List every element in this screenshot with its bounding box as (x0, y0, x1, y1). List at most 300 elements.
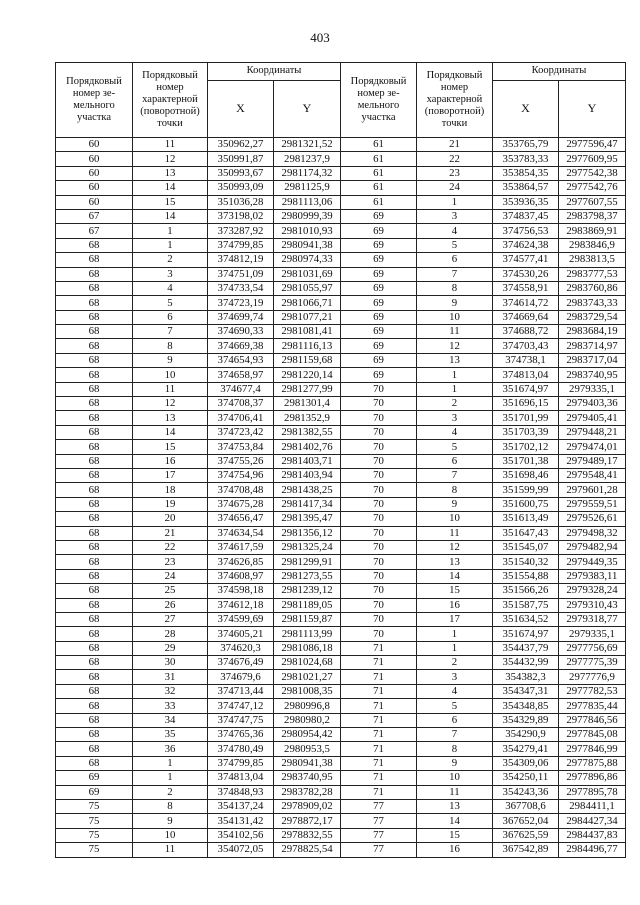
cell-parcel-left: 68 (56, 569, 133, 583)
cell-x-left: 374675,28 (208, 497, 274, 511)
cell-y-right: 2979601,28 (559, 483, 626, 497)
cell-point-right: 10 (417, 771, 493, 785)
cell-x-left: 374656,47 (208, 512, 274, 526)
cell-x-left: 373198,02 (208, 209, 274, 223)
cell-point-left: 25 (133, 584, 208, 598)
cell-parcel-left: 68 (56, 584, 133, 598)
cell-parcel-left: 68 (56, 267, 133, 281)
cell-point-left: 4 (133, 281, 208, 295)
cell-y-right: 2979559,51 (559, 497, 626, 511)
cell-point-right: 3 (417, 670, 493, 684)
cell-parcel-left: 75 (56, 843, 133, 857)
table-row (56, 699, 626, 713)
cell-x-right: 374558,91 (493, 281, 559, 295)
table-row (56, 425, 626, 439)
cell-parcel-left: 68 (56, 425, 133, 439)
cell-y-right: 2979403,36 (559, 397, 626, 411)
cell-x-right: 351600,75 (493, 497, 559, 511)
cell-x-right: 367708,6 (493, 799, 559, 813)
cell-parcel-left: 68 (56, 756, 133, 770)
table-row (56, 368, 626, 382)
cell-y-right: 2983813,5 (559, 253, 626, 267)
cell-point-left: 32 (133, 684, 208, 698)
cell-point-left: 14 (133, 425, 208, 439)
cell-parcel-right: 61 (341, 195, 417, 209)
table-row (56, 281, 626, 295)
cell-y-left: 2981008,35 (274, 684, 341, 698)
cell-parcel-left: 68 (56, 310, 133, 324)
cell-parcel-right: 70 (341, 584, 417, 598)
cell-y-left: 2981352,9 (274, 411, 341, 425)
cell-y-left: 2981356,12 (274, 526, 341, 540)
cell-parcel-right: 61 (341, 181, 417, 195)
cell-x-left: 374612,18 (208, 598, 274, 612)
cell-parcel-left: 60 (56, 138, 133, 152)
cell-parcel-right: 70 (341, 483, 417, 497)
cell-point-right: 7 (417, 468, 493, 482)
cell-parcel-right: 70 (341, 540, 417, 554)
cell-parcel-right: 69 (341, 325, 417, 339)
cell-y-left: 2981382,55 (274, 425, 341, 439)
cell-x-left: 350991,87 (208, 152, 274, 166)
cell-point-right: 12 (417, 540, 493, 554)
table-row (56, 454, 626, 468)
table-row (56, 843, 626, 857)
cell-parcel-right: 69 (341, 267, 417, 281)
cell-y-right: 2977875,88 (559, 756, 626, 770)
cell-x-left: 374723,42 (208, 425, 274, 439)
cell-parcel-right: 77 (341, 828, 417, 842)
cell-parcel-left: 68 (56, 742, 133, 756)
cell-point-right: 7 (417, 728, 493, 742)
table-row (56, 713, 626, 727)
cell-y-left: 2981395,47 (274, 512, 341, 526)
cell-parcel-left: 69 (56, 771, 133, 785)
cell-point-left: 5 (133, 296, 208, 310)
cell-parcel-right: 70 (341, 569, 417, 583)
cell-y-right: 2977596,47 (559, 138, 626, 152)
cell-y-right: 2983684,19 (559, 325, 626, 339)
cell-y-right: 2979310,43 (559, 598, 626, 612)
cell-point-right: 8 (417, 483, 493, 497)
table-row (56, 756, 626, 770)
cell-x-left: 373287,92 (208, 224, 274, 238)
cell-parcel-right: 70 (341, 440, 417, 454)
table-row (56, 584, 626, 598)
cell-parcel-left: 68 (56, 540, 133, 554)
cell-parcel-right: 77 (341, 843, 417, 857)
cell-x-left: 374812,19 (208, 253, 274, 267)
cell-y-left: 2978909,02 (274, 799, 341, 813)
table-row (56, 166, 626, 180)
cell-y-right: 2983743,33 (559, 296, 626, 310)
cell-point-left: 10 (133, 828, 208, 842)
cell-point-left: 11 (133, 382, 208, 396)
cell-x-right: 374703,43 (493, 339, 559, 353)
cell-parcel-left: 60 (56, 195, 133, 209)
cell-x-right: 351703,39 (493, 425, 559, 439)
table-row (56, 253, 626, 267)
cell-point-left: 1 (133, 756, 208, 770)
table-row (56, 440, 626, 454)
cell-point-left: 11 (133, 843, 208, 857)
cell-point-left: 20 (133, 512, 208, 526)
cell-point-right: 17 (417, 612, 493, 626)
table-row (56, 569, 626, 583)
cell-parcel-right: 61 (341, 138, 417, 152)
table-row (56, 742, 626, 756)
table-row (56, 728, 626, 742)
cell-x-right: 351647,43 (493, 526, 559, 540)
cell-x-right: 353864,57 (493, 181, 559, 195)
header-coordinates-left: Координаты (208, 63, 341, 81)
cell-y-right: 2983777,53 (559, 267, 626, 281)
cell-parcel-right: 71 (341, 742, 417, 756)
table-row (56, 598, 626, 612)
cell-x-left: 374754,96 (208, 468, 274, 482)
cell-point-left: 1 (133, 771, 208, 785)
cell-x-right: 351613,49 (493, 512, 559, 526)
cell-parcel-left: 68 (56, 713, 133, 727)
cell-point-right: 1 (417, 195, 493, 209)
cell-x-left: 374747,75 (208, 713, 274, 727)
cell-x-left: 374765,36 (208, 728, 274, 742)
cell-parcel-right: 71 (341, 684, 417, 698)
cell-parcel-right: 71 (341, 771, 417, 785)
cell-x-left: 374599,69 (208, 612, 274, 626)
table-body (56, 138, 626, 858)
cell-x-right: 354243,36 (493, 785, 559, 799)
cell-point-right: 5 (417, 440, 493, 454)
table-row (56, 382, 626, 396)
cell-parcel-right: 61 (341, 166, 417, 180)
cell-x-right: 351698,46 (493, 468, 559, 482)
table-row (56, 267, 626, 281)
cell-x-right: 351566,26 (493, 584, 559, 598)
table-row (56, 814, 626, 828)
cell-parcel-right: 71 (341, 670, 417, 684)
cell-parcel-right: 71 (341, 756, 417, 770)
cell-y-right: 2983846,9 (559, 238, 626, 252)
cell-point-right: 14 (417, 814, 493, 828)
cell-y-left: 2981159,87 (274, 612, 341, 626)
cell-parcel-right: 70 (341, 382, 417, 396)
cell-x-left: 354131,42 (208, 814, 274, 828)
cell-y-left: 2981174,32 (274, 166, 341, 180)
cell-point-right: 21 (417, 138, 493, 152)
cell-y-left: 2981125,9 (274, 181, 341, 195)
cell-point-left: 12 (133, 397, 208, 411)
cell-y-left: 2980980,2 (274, 713, 341, 727)
cell-x-left: 374813,04 (208, 771, 274, 785)
cell-point-right: 1 (417, 382, 493, 396)
cell-point-left: 19 (133, 497, 208, 511)
cell-y-right: 2977542,76 (559, 181, 626, 195)
cell-point-left: 7 (133, 325, 208, 339)
cell-x-left: 374608,97 (208, 569, 274, 583)
cell-y-left: 2981116,13 (274, 339, 341, 353)
cell-y-left: 2983740,95 (274, 771, 341, 785)
cell-y-left: 2981113,06 (274, 195, 341, 209)
cell-point-left: 24 (133, 569, 208, 583)
cell-point-left: 3 (133, 267, 208, 281)
cell-parcel-left: 68 (56, 497, 133, 511)
cell-point-right: 5 (417, 238, 493, 252)
cell-y-left: 2981239,12 (274, 584, 341, 598)
cell-point-left: 26 (133, 598, 208, 612)
cell-x-left: 374848,93 (208, 785, 274, 799)
cell-x-left: 350993,67 (208, 166, 274, 180)
cell-x-right: 353854,35 (493, 166, 559, 180)
cell-point-right: 11 (417, 325, 493, 339)
table-row (56, 411, 626, 425)
cell-point-right: 9 (417, 497, 493, 511)
cell-x-right: 374688,72 (493, 325, 559, 339)
cell-point-right: 6 (417, 713, 493, 727)
cell-y-left: 2981021,27 (274, 670, 341, 684)
cell-point-left: 8 (133, 339, 208, 353)
cell-parcel-left: 68 (56, 382, 133, 396)
table-row (56, 512, 626, 526)
cell-x-left: 374634,54 (208, 526, 274, 540)
cell-point-right: 14 (417, 569, 493, 583)
cell-parcel-right: 69 (341, 238, 417, 252)
cell-x-left: 374747,12 (208, 699, 274, 713)
cell-parcel-right: 71 (341, 656, 417, 670)
cell-point-left: 14 (133, 209, 208, 223)
cell-y-right: 2979489,17 (559, 454, 626, 468)
cell-x-left: 374669,38 (208, 339, 274, 353)
header-point-number-left: Порядковый номер характерной (поворотной) точки (133, 63, 208, 138)
cell-x-right: 374813,04 (493, 368, 559, 382)
table-row (56, 138, 626, 152)
cell-x-left: 374620,3 (208, 641, 274, 655)
cell-point-right: 9 (417, 756, 493, 770)
cell-point-right: 8 (417, 742, 493, 756)
table-row (56, 497, 626, 511)
cell-x-right: 374756,53 (493, 224, 559, 238)
cell-point-left: 12 (133, 152, 208, 166)
cell-point-right: 9 (417, 296, 493, 310)
cell-y-right: 2984496,77 (559, 843, 626, 857)
cell-x-right: 354347,31 (493, 684, 559, 698)
cell-parcel-right: 77 (341, 799, 417, 813)
cell-point-right: 15 (417, 584, 493, 598)
cell-x-left: 374799,85 (208, 756, 274, 770)
cell-x-right: 354382,3 (493, 670, 559, 684)
cell-parcel-right: 61 (341, 152, 417, 166)
cell-point-right: 11 (417, 785, 493, 799)
header-point-number-right: Порядковый номер характерной (поворотной) точки (417, 63, 493, 138)
header-parcel-number-right: Порядковый номер зе-мельного участка (341, 63, 417, 138)
cell-y-right: 2983760,86 (559, 281, 626, 295)
cell-y-left: 2980999,39 (274, 209, 341, 223)
table-row (56, 325, 626, 339)
cell-parcel-left: 68 (56, 684, 133, 698)
cell-point-right: 10 (417, 512, 493, 526)
cell-x-right: 351674,97 (493, 627, 559, 641)
cell-y-right: 2977775,39 (559, 656, 626, 670)
cell-parcel-right: 70 (341, 425, 417, 439)
cell-x-right: 353936,35 (493, 195, 559, 209)
cell-parcel-left: 68 (56, 526, 133, 540)
cell-point-left: 27 (133, 612, 208, 626)
cell-x-left: 374677,4 (208, 382, 274, 396)
cell-parcel-left: 68 (56, 440, 133, 454)
cell-parcel-left: 68 (56, 641, 133, 655)
cell-y-left: 2981237,9 (274, 152, 341, 166)
cell-point-left: 29 (133, 641, 208, 655)
cell-point-left: 21 (133, 526, 208, 540)
cell-point-right: 1 (417, 368, 493, 382)
cell-parcel-left: 68 (56, 397, 133, 411)
table-row (56, 468, 626, 482)
cell-point-left: 1 (133, 224, 208, 238)
cell-y-left: 2981325,24 (274, 540, 341, 554)
table-row (56, 684, 626, 698)
cell-point-left: 14 (133, 181, 208, 195)
table-row (56, 339, 626, 353)
cell-x-left: 354137,24 (208, 799, 274, 813)
cell-point-left: 30 (133, 656, 208, 670)
cell-point-right: 13 (417, 799, 493, 813)
cell-y-left: 2981403,94 (274, 468, 341, 482)
cell-parcel-right: 69 (341, 224, 417, 238)
cell-point-right: 13 (417, 555, 493, 569)
cell-x-right: 353765,79 (493, 138, 559, 152)
cell-y-left: 2981086,18 (274, 641, 341, 655)
cell-x-left: 374780,49 (208, 742, 274, 756)
cell-y-left: 2981081,41 (274, 325, 341, 339)
table-row (56, 670, 626, 684)
cell-point-left: 36 (133, 742, 208, 756)
cell-y-right: 2977542,38 (559, 166, 626, 180)
cell-y-left: 2981159,68 (274, 353, 341, 367)
cell-x-left: 374708,37 (208, 397, 274, 411)
cell-y-right: 2983869,91 (559, 224, 626, 238)
cell-y-right: 2979498,32 (559, 526, 626, 540)
cell-x-left: 374723,19 (208, 296, 274, 310)
table-row (56, 785, 626, 799)
cell-parcel-left: 68 (56, 728, 133, 742)
table-row (56, 627, 626, 641)
cell-parcel-right: 69 (341, 281, 417, 295)
cell-parcel-left: 75 (56, 828, 133, 842)
cell-point-right: 3 (417, 411, 493, 425)
cell-y-right: 2979318,77 (559, 612, 626, 626)
cell-parcel-left: 68 (56, 325, 133, 339)
cell-x-left: 351036,28 (208, 195, 274, 209)
cell-parcel-left: 68 (56, 368, 133, 382)
cell-x-right: 374614,72 (493, 296, 559, 310)
cell-x-right: 367652,04 (493, 814, 559, 828)
cell-parcel-right: 70 (341, 411, 417, 425)
table-row (56, 209, 626, 223)
cell-parcel-left: 68 (56, 468, 133, 482)
cell-x-right: 374669,64 (493, 310, 559, 324)
cell-y-right: 2979474,01 (559, 440, 626, 454)
header-x-left: X (208, 81, 274, 138)
cell-point-right: 1 (417, 627, 493, 641)
cell-x-right: 374837,45 (493, 209, 559, 223)
cell-parcel-left: 67 (56, 224, 133, 238)
coordinates-table (55, 62, 626, 858)
cell-y-right: 2979449,35 (559, 555, 626, 569)
header-parcel-number-left: Порядковый номер зе-мельного участка (56, 63, 133, 138)
table-row (56, 238, 626, 252)
cell-point-right: 2 (417, 656, 493, 670)
cell-x-right: 351587,75 (493, 598, 559, 612)
cell-point-left: 18 (133, 483, 208, 497)
table-row (56, 296, 626, 310)
cell-parcel-left: 69 (56, 785, 133, 799)
cell-y-right: 2983740,95 (559, 368, 626, 382)
cell-x-right: 354437,79 (493, 641, 559, 655)
cell-y-right: 2977846,56 (559, 713, 626, 727)
cell-point-left: 15 (133, 195, 208, 209)
cell-y-left: 2981077,21 (274, 310, 341, 324)
cell-y-left: 2981321,52 (274, 138, 341, 152)
cell-y-left: 2981055,97 (274, 281, 341, 295)
cell-y-right: 2983717,04 (559, 353, 626, 367)
header-y-left: Y (274, 81, 341, 138)
cell-point-right: 16 (417, 843, 493, 857)
table-row (56, 152, 626, 166)
cell-y-left: 2978832,55 (274, 828, 341, 842)
table-row (56, 799, 626, 813)
cell-x-left: 354102,56 (208, 828, 274, 842)
cell-parcel-left: 75 (56, 814, 133, 828)
cell-x-left: 374706,41 (208, 411, 274, 425)
cell-point-left: 31 (133, 670, 208, 684)
cell-point-left: 34 (133, 713, 208, 727)
cell-x-left: 374713,44 (208, 684, 274, 698)
cell-parcel-left: 60 (56, 181, 133, 195)
cell-x-left: 354072,05 (208, 843, 274, 857)
cell-point-right: 6 (417, 454, 493, 468)
cell-point-left: 8 (133, 799, 208, 813)
cell-parcel-left: 68 (56, 512, 133, 526)
cell-y-right: 2979448,21 (559, 425, 626, 439)
cell-parcel-right: 70 (341, 598, 417, 612)
cell-x-right: 351702,12 (493, 440, 559, 454)
cell-y-left: 2983782,28 (274, 785, 341, 799)
cell-x-right: 351701,99 (493, 411, 559, 425)
cell-y-right: 2979383,11 (559, 569, 626, 583)
cell-y-left: 2981403,71 (274, 454, 341, 468)
cell-y-left: 2981066,71 (274, 296, 341, 310)
cell-parcel-right: 70 (341, 454, 417, 468)
cell-point-left: 17 (133, 468, 208, 482)
cell-point-left: 2 (133, 253, 208, 267)
cell-x-right: 354348,85 (493, 699, 559, 713)
cell-parcel-right: 70 (341, 555, 417, 569)
cell-y-left: 2978872,17 (274, 814, 341, 828)
cell-y-right: 2979526,61 (559, 512, 626, 526)
cell-point-left: 11 (133, 138, 208, 152)
cell-y-right: 2979482,94 (559, 540, 626, 554)
cell-point-right: 24 (417, 181, 493, 195)
cell-point-left: 6 (133, 310, 208, 324)
cell-x-right: 351554,88 (493, 569, 559, 583)
cell-point-right: 23 (417, 166, 493, 180)
cell-x-right: 374624,38 (493, 238, 559, 252)
cell-point-left: 28 (133, 627, 208, 641)
cell-parcel-right: 71 (341, 713, 417, 727)
cell-y-right: 2977846,99 (559, 742, 626, 756)
cell-point-right: 8 (417, 281, 493, 295)
cell-y-right: 2979335,1 (559, 627, 626, 641)
